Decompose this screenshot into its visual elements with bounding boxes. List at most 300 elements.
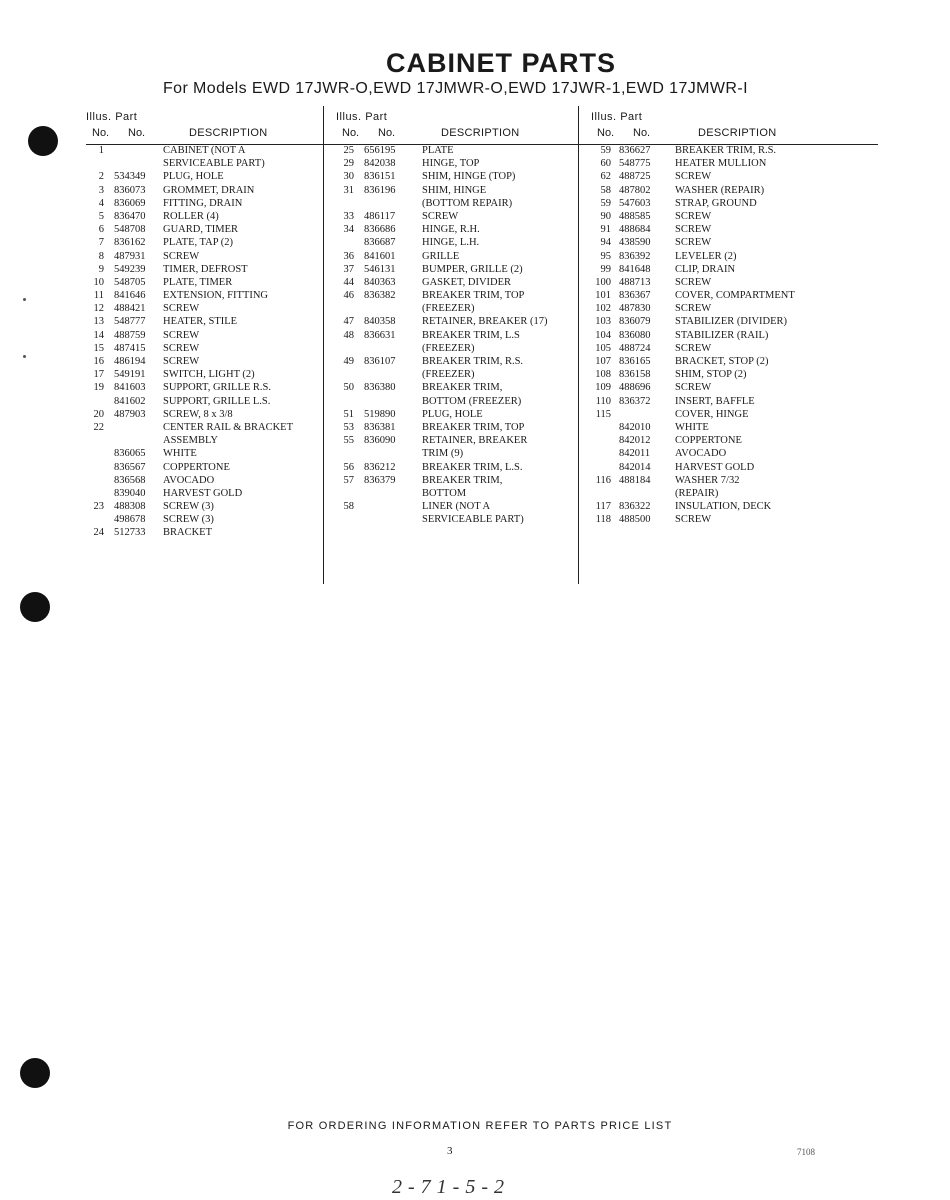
part-number: 836165 — [619, 356, 651, 367]
part-description: (FREEZER) — [422, 342, 475, 354]
table-row — [336, 513, 581, 526]
header-part-no: No. — [128, 127, 146, 139]
part-description: BREAKER TRIM, — [422, 382, 503, 394]
table-row — [336, 408, 581, 421]
table-row — [591, 276, 836, 289]
table-row — [336, 157, 581, 170]
part-description: PLUG, HOLE — [422, 408, 483, 420]
part-number: 488725 — [619, 171, 651, 183]
part-number: 836382 — [364, 290, 396, 302]
table-row — [336, 197, 581, 210]
corner-code: 7108 — [797, 1147, 815, 1157]
table-row — [336, 315, 581, 328]
illus-number: 1 — [98, 145, 104, 156]
part-description: CENTER RAIL & BRACKET — [163, 421, 293, 433]
illus-number: 99 — [600, 263, 611, 275]
header-illus — [591, 111, 642, 124]
table-row — [86, 447, 331, 460]
part-description: HEATER, STILE — [163, 316, 238, 328]
illus-number: 48 — [343, 329, 354, 341]
table-row — [591, 513, 836, 526]
table-row — [591, 421, 836, 434]
illus-number: 34 — [343, 224, 354, 236]
part-number: 488724 — [619, 342, 651, 354]
table-row — [86, 408, 331, 421]
part-number: 842011 — [619, 448, 651, 460]
part-description: AVOCADO — [675, 448, 727, 460]
part-number: 549239 — [114, 263, 146, 275]
part-number: 841603 — [114, 382, 146, 394]
table-row — [591, 395, 836, 408]
punch-hole-top — [28, 126, 58, 156]
part-description: INSERT, BAFFLE — [675, 395, 755, 407]
part-description: BREAKER TRIM, R.S. — [422, 356, 524, 367]
illus-number: 8 — [98, 250, 104, 262]
illus-number: 19 — [93, 382, 104, 394]
illus-number: 107 — [595, 356, 611, 367]
part-description: BREAKER TRIM, R.S. — [675, 145, 777, 156]
table-row — [591, 381, 836, 394]
table-row — [336, 342, 581, 355]
part-number: 548705 — [114, 276, 146, 288]
part-number: 656195 — [364, 145, 396, 156]
header-part-no: No. — [633, 127, 651, 139]
part-description: INSULATION, DECK — [675, 501, 772, 513]
punch-hole-bottom — [20, 1058, 50, 1088]
part-description: SCREW — [675, 382, 712, 394]
part-number: 842012 — [619, 435, 651, 447]
part-description: LINER (NOT A — [422, 501, 491, 513]
illus-number: 117 — [595, 501, 611, 513]
part-description: (BOTTOM REPAIR) — [422, 197, 513, 209]
table-row — [336, 170, 581, 183]
table-row — [86, 289, 331, 302]
illus-number: 115 — [595, 408, 611, 420]
illus-number: 44 — [343, 276, 354, 288]
part-number: 836631 — [364, 329, 396, 341]
illus-number: 4 — [98, 197, 104, 209]
header-illus-label: Illus. — [86, 111, 112, 123]
illus-number: 91 — [600, 224, 611, 236]
part-description: SCREW — [675, 514, 712, 526]
part-number: 488713 — [619, 276, 651, 288]
illus-number: 15 — [93, 342, 104, 354]
table-row — [86, 474, 331, 487]
part-number: 836568 — [114, 474, 146, 486]
illus-number: 29 — [343, 158, 354, 170]
table-row — [336, 368, 581, 381]
illus-number: 59 — [600, 197, 611, 209]
column-header — [591, 108, 836, 144]
part-description: BRACKET — [163, 527, 213, 539]
table-row — [591, 487, 836, 500]
part-description: SCREW — [675, 342, 712, 354]
illus-number: 108 — [595, 369, 611, 381]
part-number: 547603 — [619, 197, 651, 209]
illus-number: 57 — [343, 474, 354, 486]
part-description: HEATER MULLION — [675, 158, 767, 170]
part-description: HARVEST GOLD — [163, 487, 243, 499]
part-number: 836158 — [619, 369, 651, 381]
table-row — [336, 250, 581, 263]
part-number: 486117 — [364, 210, 396, 222]
illus-number: 95 — [600, 250, 611, 262]
table-row — [591, 250, 836, 263]
header-illus-label: Illus. — [336, 111, 362, 123]
part-number: 519890 — [364, 408, 396, 420]
part-number: 498678 — [114, 514, 146, 526]
part-description: EXTENSION, FITTING — [163, 290, 268, 302]
illus-number: 53 — [343, 421, 354, 433]
table-row — [86, 197, 331, 210]
part-number: 548775 — [619, 158, 651, 170]
punch-hole-middle — [20, 592, 50, 622]
table-row — [591, 408, 836, 421]
table-row — [336, 302, 581, 315]
illus-number: 17 — [93, 369, 104, 381]
illus-number: 23 — [93, 501, 104, 513]
illus-number: 103 — [595, 316, 611, 328]
header-illus-no: No. — [92, 127, 110, 139]
table-row — [86, 236, 331, 249]
part-description: SCREW — [163, 329, 200, 341]
table-row — [591, 474, 836, 487]
part-number: 487802 — [619, 184, 651, 196]
part-description: HINGE, TOP — [422, 158, 480, 170]
table-row — [86, 513, 331, 526]
table-row — [591, 289, 836, 302]
illus-number: 25 — [343, 145, 354, 156]
part-description: BREAKER TRIM, TOP — [422, 290, 525, 302]
part-number: 487903 — [114, 408, 146, 420]
illus-number: 3 — [98, 184, 104, 196]
table-row — [86, 461, 331, 474]
table-row — [336, 289, 581, 302]
illus-number: 11 — [93, 290, 104, 302]
part-number: 836379 — [364, 474, 396, 486]
part-description: BREAKER TRIM, L.S — [422, 329, 520, 341]
part-number: 836380 — [364, 382, 396, 394]
illus-number: 101 — [595, 290, 611, 302]
illus-number: 16 — [93, 356, 104, 367]
part-description: TRIM (9) — [422, 448, 464, 460]
table-row — [86, 223, 331, 236]
illus-number: 109 — [595, 382, 611, 394]
table-row — [591, 500, 836, 513]
illus-number: 5 — [98, 210, 104, 222]
column-header — [86, 108, 331, 144]
part-number: 836090 — [364, 435, 396, 447]
part-number: 487830 — [619, 303, 651, 315]
table-row — [591, 302, 836, 315]
part-description: COVER, HINGE — [675, 408, 749, 420]
table-row — [86, 434, 331, 447]
illus-number: 36 — [343, 250, 354, 262]
illus-number: 60 — [600, 158, 611, 170]
table-row — [336, 421, 581, 434]
table-row — [591, 263, 836, 276]
part-description: SERVICEABLE PART) — [422, 514, 524, 526]
header-description: DESCRIPTION — [441, 127, 520, 139]
illus-number: 94 — [600, 237, 611, 249]
illus-number: 6 — [98, 224, 104, 236]
part-description: SHIM, HINGE — [422, 184, 487, 196]
part-description: WASHER 7/32 — [675, 474, 740, 486]
part-number: 836372 — [619, 395, 651, 407]
table-row — [591, 315, 836, 328]
part-number: 512733 — [114, 527, 146, 539]
parts-column-3 — [591, 108, 836, 526]
part-description: ASSEMBLY — [163, 435, 218, 447]
part-description: SUPPORT, GRILLE R.S. — [163, 382, 271, 394]
part-number: 488684 — [619, 224, 651, 236]
table-row — [591, 368, 836, 381]
part-number: 546131 — [364, 263, 396, 275]
illus-number: 58 — [343, 501, 354, 513]
table-row — [591, 144, 836, 157]
illus-number: 100 — [595, 276, 611, 288]
part-description: GUARD, TIMER — [163, 224, 239, 236]
illus-number: 62 — [600, 171, 611, 183]
illus-number: 55 — [343, 435, 354, 447]
table-row — [336, 184, 581, 197]
part-description: SCREW — [163, 303, 200, 315]
illus-number: 46 — [343, 290, 354, 302]
parts-rows — [336, 144, 581, 526]
part-number: 836392 — [619, 250, 651, 262]
table-row — [86, 487, 331, 500]
part-number: 840358 — [364, 316, 396, 328]
table-row — [86, 421, 331, 434]
part-description: CLIP, DRAIN — [675, 263, 736, 275]
table-row — [336, 329, 581, 342]
part-description: PLUG, HOLE — [163, 171, 224, 183]
table-row — [591, 197, 836, 210]
ordering-footer: FOR ORDERING INFORMATION REFER TO PARTS PRICE LIST — [287, 1120, 673, 1132]
illus-number: 47 — [343, 316, 354, 328]
part-description: SCREW — [163, 356, 200, 367]
illus-number: 22 — [93, 421, 104, 433]
part-description: SHIM, STOP (2) — [675, 369, 747, 381]
illus-number: 7 — [98, 237, 104, 249]
table-row — [336, 447, 581, 460]
header-part-label: Part — [115, 111, 138, 123]
part-description: SCREW — [675, 276, 712, 288]
table-row — [336, 355, 581, 368]
header-illus — [86, 111, 137, 124]
part-number: 487931 — [114, 250, 146, 262]
scan-speck — [23, 298, 26, 301]
table-row — [86, 381, 331, 394]
table-row — [591, 342, 836, 355]
table-row — [86, 342, 331, 355]
table-row — [336, 381, 581, 394]
part-number: 836470 — [114, 210, 146, 222]
part-description: HINGE, L.H. — [422, 237, 480, 249]
part-description: SCREW — [675, 210, 712, 222]
part-number: 548708 — [114, 224, 146, 236]
part-description: LEVELER (2) — [675, 250, 737, 262]
part-description: WHITE — [675, 421, 709, 433]
part-description: BREAKER TRIM, TOP — [422, 421, 525, 433]
table-row — [336, 236, 581, 249]
table-row — [336, 500, 581, 513]
part-description: SCREW, 8 x 3/8 — [163, 408, 233, 420]
illus-number: 56 — [343, 461, 354, 473]
part-description: SCREW — [675, 237, 712, 249]
part-description: STABILIZER (RAIL) — [675, 329, 769, 341]
scan-speck — [23, 355, 26, 358]
part-number: 836073 — [114, 184, 146, 196]
header-illus-no: No. — [342, 127, 360, 139]
page-title: CABINET PARTS — [385, 48, 616, 78]
part-description: BREAKER TRIM, L.S. — [422, 461, 523, 473]
part-number: 836567 — [114, 461, 146, 473]
illus-number: 31 — [343, 184, 354, 196]
header-illus-label: Illus. — [591, 111, 617, 123]
part-number: 548777 — [114, 316, 146, 328]
table-row — [86, 368, 331, 381]
table-row — [591, 210, 836, 223]
table-row — [336, 223, 581, 236]
table-row — [591, 461, 836, 474]
table-row — [591, 236, 836, 249]
part-description: WASHER (REPAIR) — [675, 184, 765, 196]
part-number: 836627 — [619, 145, 651, 156]
part-description: SCREW — [163, 250, 200, 262]
table-row — [336, 263, 581, 276]
part-number: 836381 — [364, 421, 396, 433]
header-part-label: Part — [620, 111, 643, 123]
parts-column-1 — [86, 108, 331, 540]
illus-number: 102 — [595, 303, 611, 315]
illus-number: 14 — [93, 329, 104, 341]
part-description: COVER, COMPARTMENT — [675, 290, 795, 302]
illus-number: 110 — [595, 395, 611, 407]
table-row — [591, 184, 836, 197]
illus-number: 2 — [98, 171, 104, 183]
illus-number: 116 — [595, 474, 611, 486]
part-number: 841646 — [114, 290, 146, 302]
table-row — [86, 526, 331, 539]
part-number: 836151 — [364, 171, 396, 183]
table-row — [336, 461, 581, 474]
part-number: 839040 — [114, 487, 146, 499]
part-description: RETAINER, BREAKER (17) — [422, 316, 548, 328]
part-number: 836686 — [364, 224, 396, 236]
part-description: PLATE, TAP (2) — [163, 237, 234, 249]
illus-number: 30 — [343, 171, 354, 183]
illus-number: 49 — [343, 356, 354, 367]
table-row — [86, 500, 331, 513]
part-number: 836162 — [114, 237, 146, 249]
part-description: COPPERTONE — [163, 461, 230, 473]
handwritten-mark: 2-71-5-2 — [392, 1176, 510, 1198]
part-description: RETAINER, BREAKER — [422, 435, 528, 447]
part-description: FITTING, DRAIN — [163, 197, 243, 209]
table-row — [86, 315, 331, 328]
part-number: 836367 — [619, 290, 651, 302]
part-number: 549191 — [114, 369, 146, 381]
table-row — [591, 157, 836, 170]
part-description: PLATE — [422, 145, 454, 156]
part-number: 836212 — [364, 461, 396, 473]
part-description: SCREW (3) — [163, 514, 214, 526]
column-header — [336, 108, 581, 144]
part-number: 438590 — [619, 237, 651, 249]
table-row — [86, 157, 331, 170]
table-row — [336, 434, 581, 447]
illus-number: 24 — [93, 527, 104, 539]
illus-number: 9 — [98, 263, 104, 275]
part-number: 836687 — [364, 237, 396, 249]
part-number: 488696 — [619, 382, 651, 394]
part-description: GASKET, DIVIDER — [422, 276, 512, 288]
part-description: BREAKER TRIM, — [422, 474, 503, 486]
part-description: AVOCADO — [163, 474, 215, 486]
parts-rows — [86, 144, 331, 540]
part-description: TIMER, DEFROST — [163, 263, 248, 275]
table-row — [86, 276, 331, 289]
parts-rows — [591, 144, 836, 526]
part-description: SCREW — [163, 342, 200, 354]
parts-column-2 — [336, 108, 581, 526]
header-description: DESCRIPTION — [698, 127, 777, 139]
part-description: BRACKET, STOP (2) — [675, 356, 769, 367]
table-row — [86, 329, 331, 342]
illus-number: 105 — [595, 342, 611, 354]
header-illus — [336, 111, 387, 124]
table-row — [86, 144, 331, 157]
part-number: 487415 — [114, 342, 146, 354]
table-row — [86, 184, 331, 197]
table-row — [591, 447, 836, 460]
table-row — [86, 302, 331, 315]
table-row — [86, 263, 331, 276]
illus-number: 50 — [343, 382, 354, 394]
illus-number: 90 — [600, 210, 611, 222]
part-number: 488585 — [619, 210, 651, 222]
table-row — [86, 210, 331, 223]
table-row — [591, 223, 836, 236]
part-description: SCREW — [675, 224, 712, 236]
part-description: ROLLER (4) — [163, 210, 219, 222]
part-description: SERVICEABLE PART) — [163, 158, 265, 170]
part-number: 534349 — [114, 171, 146, 183]
table-row — [336, 144, 581, 157]
part-description: SCREW — [422, 210, 459, 222]
part-description: (FREEZER) — [422, 369, 475, 381]
illus-number: 118 — [595, 514, 611, 526]
part-description: STRAP, GROUND — [675, 197, 757, 209]
part-number: 836065 — [114, 448, 146, 460]
table-row — [591, 355, 836, 368]
table-row — [86, 170, 331, 183]
part-number: 842010 — [619, 421, 651, 433]
part-description: WHITE — [163, 448, 197, 460]
part-number: 836080 — [619, 329, 651, 341]
illus-number: 12 — [93, 303, 104, 315]
part-description: HARVEST GOLD — [675, 461, 755, 473]
illus-number: 37 — [343, 263, 354, 275]
part-description: GROMMET, DRAIN — [163, 184, 255, 196]
part-description: CABINET (NOT A — [163, 145, 246, 156]
table-row — [336, 276, 581, 289]
part-description: SCREW — [675, 303, 712, 315]
part-number: 842014 — [619, 461, 651, 473]
part-number: 488308 — [114, 501, 146, 513]
part-number: 488500 — [619, 514, 651, 526]
